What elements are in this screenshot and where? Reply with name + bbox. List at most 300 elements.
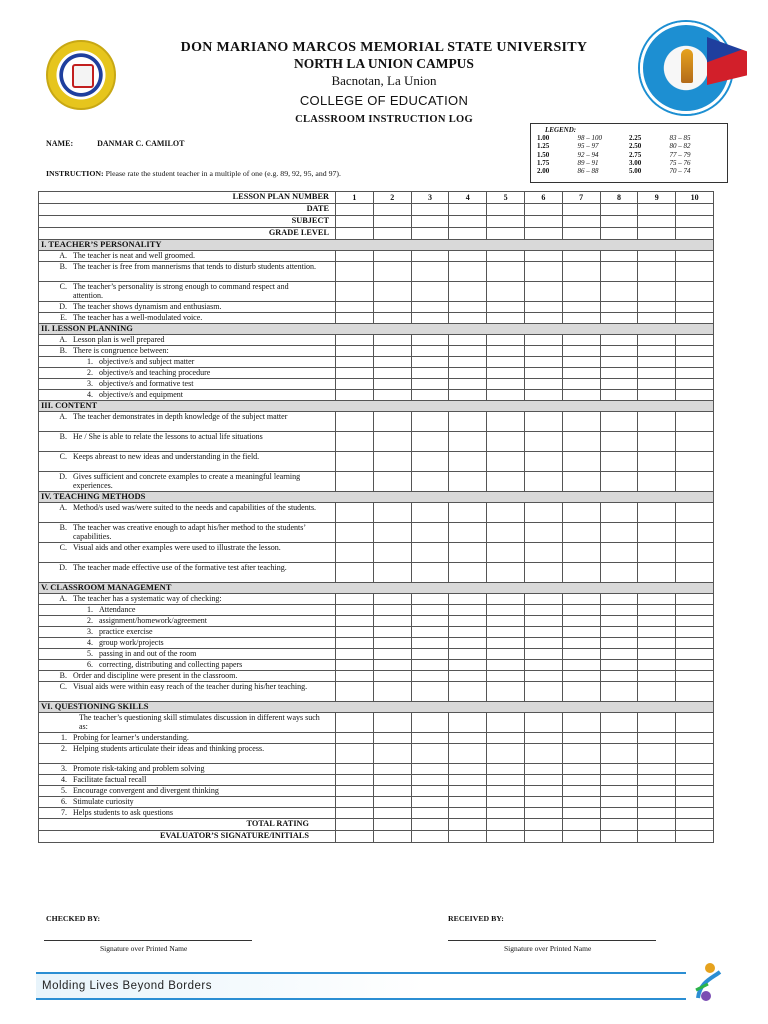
rating-cell[interactable] (487, 638, 525, 649)
rating-cell[interactable] (600, 379, 638, 390)
rating-cell[interactable] (524, 616, 562, 627)
rating-cell[interactable] (487, 744, 525, 764)
rating-cell[interactable] (638, 412, 676, 432)
rating-cell[interactable] (600, 204, 638, 216)
rating-cell[interactable] (600, 357, 638, 368)
rating-cell[interactable] (524, 660, 562, 671)
rating-cell[interactable] (562, 616, 600, 627)
rating-cell[interactable] (638, 472, 676, 492)
rating-cell[interactable] (638, 390, 676, 401)
rating-cell[interactable] (600, 649, 638, 660)
rating-cell[interactable] (562, 764, 600, 775)
rating-cell[interactable] (487, 368, 525, 379)
rating-cell[interactable] (373, 452, 411, 472)
rating-cell[interactable] (487, 472, 525, 492)
rating-cell[interactable] (487, 335, 525, 346)
rating-cell[interactable] (600, 563, 638, 583)
rating-cell[interactable] (524, 204, 562, 216)
rating-cell[interactable] (562, 228, 600, 240)
rating-cell[interactable] (373, 819, 411, 831)
rating-cell[interactable] (562, 432, 600, 452)
rating-cell[interactable] (336, 831, 374, 843)
rating-cell[interactable] (638, 786, 676, 797)
rating-cell[interactable] (411, 357, 449, 368)
rating-cell[interactable] (638, 379, 676, 390)
rating-cell[interactable] (524, 627, 562, 638)
rating-cell[interactable] (638, 313, 676, 324)
rating-cell[interactable] (336, 503, 374, 523)
rating-cell[interactable] (336, 379, 374, 390)
rating-cell[interactable] (336, 251, 374, 262)
rating-cell[interactable] (562, 302, 600, 313)
rating-cell[interactable] (411, 313, 449, 324)
rating-cell[interactable] (373, 797, 411, 808)
rating-cell[interactable] (336, 204, 374, 216)
rating-cell[interactable] (562, 379, 600, 390)
rating-cell[interactable] (487, 733, 525, 744)
rating-cell[interactable] (524, 819, 562, 831)
rating-cell[interactable] (449, 638, 487, 649)
rating-cell[interactable] (449, 649, 487, 660)
rating-cell[interactable] (524, 390, 562, 401)
rating-cell[interactable] (638, 503, 676, 523)
rating-cell[interactable] (600, 797, 638, 808)
rating-cell[interactable] (487, 313, 525, 324)
rating-cell[interactable] (638, 682, 676, 702)
rating-cell[interactable] (449, 368, 487, 379)
rating-cell[interactable] (524, 682, 562, 702)
rating-cell[interactable] (676, 503, 714, 523)
rating-cell[interactable] (600, 335, 638, 346)
rating-cell[interactable] (638, 744, 676, 764)
rating-cell[interactable] (411, 605, 449, 616)
rating-cell[interactable] (449, 627, 487, 638)
rating-cell[interactable] (411, 523, 449, 543)
rating-cell[interactable] (638, 228, 676, 240)
rating-cell[interactable] (600, 671, 638, 682)
rating-cell[interactable] (524, 282, 562, 302)
rating-cell[interactable] (487, 682, 525, 702)
rating-cell[interactable] (600, 638, 638, 649)
rating-cell[interactable] (638, 302, 676, 313)
rating-cell[interactable] (373, 616, 411, 627)
rating-cell[interactable] (676, 346, 714, 357)
rating-cell[interactable] (373, 563, 411, 583)
rating-cell[interactable] (487, 831, 525, 843)
rating-cell[interactable] (336, 368, 374, 379)
rating-cell[interactable] (411, 797, 449, 808)
rating-cell[interactable] (524, 733, 562, 744)
rating-cell[interactable] (524, 228, 562, 240)
rating-cell[interactable] (336, 594, 374, 605)
rating-cell[interactable] (676, 563, 714, 583)
rating-cell[interactable] (373, 638, 411, 649)
rating-cell[interactable] (600, 808, 638, 819)
rating-cell[interactable] (373, 368, 411, 379)
rating-cell[interactable] (411, 744, 449, 764)
rating-cell[interactable] (562, 775, 600, 786)
rating-cell[interactable] (600, 313, 638, 324)
rating-cell[interactable] (676, 313, 714, 324)
rating-cell[interactable] (638, 563, 676, 583)
rating-cell[interactable] (411, 786, 449, 797)
rating-cell[interactable] (449, 775, 487, 786)
rating-cell[interactable] (638, 649, 676, 660)
rating-cell[interactable] (449, 671, 487, 682)
rating-cell[interactable] (638, 432, 676, 452)
rating-cell[interactable] (411, 282, 449, 302)
rating-cell[interactable] (600, 660, 638, 671)
rating-cell[interactable] (638, 638, 676, 649)
rating-cell[interactable] (638, 335, 676, 346)
rating-cell[interactable] (373, 262, 411, 282)
rating-cell[interactable] (487, 216, 525, 228)
rating-cell[interactable] (411, 335, 449, 346)
rating-cell[interactable] (524, 379, 562, 390)
rating-cell[interactable] (524, 503, 562, 523)
rating-cell[interactable] (336, 216, 374, 228)
rating-cell[interactable] (638, 671, 676, 682)
rating-cell[interactable] (600, 543, 638, 563)
rating-cell[interactable] (487, 594, 525, 605)
rating-cell[interactable] (562, 713, 600, 733)
rating-cell[interactable] (449, 523, 487, 543)
rating-cell[interactable] (336, 605, 374, 616)
rating-cell[interactable] (449, 472, 487, 492)
rating-cell[interactable] (562, 733, 600, 744)
rating-cell[interactable] (638, 282, 676, 302)
rating-cell[interactable] (411, 819, 449, 831)
rating-cell[interactable] (411, 808, 449, 819)
rating-cell[interactable] (373, 204, 411, 216)
rating-cell[interactable] (373, 228, 411, 240)
rating-cell[interactable] (373, 523, 411, 543)
rating-cell[interactable] (676, 733, 714, 744)
rating-cell[interactable] (336, 432, 374, 452)
rating-cell[interactable] (600, 605, 638, 616)
rating-cell[interactable] (487, 543, 525, 563)
rating-cell[interactable] (638, 616, 676, 627)
rating-cell[interactable] (638, 346, 676, 357)
rating-cell[interactable] (638, 543, 676, 563)
rating-cell[interactable] (676, 452, 714, 472)
rating-cell[interactable] (487, 390, 525, 401)
rating-cell[interactable] (336, 452, 374, 472)
rating-cell[interactable] (676, 638, 714, 649)
rating-cell[interactable] (373, 660, 411, 671)
rating-cell[interactable] (336, 228, 374, 240)
rating-cell[interactable] (524, 638, 562, 649)
rating-cell[interactable] (600, 819, 638, 831)
rating-cell[interactable] (336, 412, 374, 432)
rating-cell[interactable] (373, 682, 411, 702)
rating-cell[interactable] (449, 808, 487, 819)
rating-cell[interactable] (562, 797, 600, 808)
rating-cell[interactable] (411, 251, 449, 262)
rating-cell[interactable] (638, 797, 676, 808)
rating-cell[interactable] (638, 368, 676, 379)
rating-cell[interactable] (411, 764, 449, 775)
rating-cell[interactable] (676, 228, 714, 240)
rating-cell[interactable] (562, 605, 600, 616)
rating-cell[interactable] (600, 682, 638, 702)
rating-cell[interactable] (524, 251, 562, 262)
rating-cell[interactable] (336, 786, 374, 797)
rating-cell[interactable] (411, 262, 449, 282)
rating-cell[interactable] (336, 660, 374, 671)
rating-cell[interactable] (487, 357, 525, 368)
rating-cell[interactable] (524, 523, 562, 543)
rating-cell[interactable] (562, 682, 600, 702)
rating-cell[interactable] (487, 786, 525, 797)
rating-cell[interactable] (373, 649, 411, 660)
rating-cell[interactable] (600, 594, 638, 605)
rating-cell[interactable] (524, 808, 562, 819)
rating-cell[interactable] (336, 472, 374, 492)
rating-cell[interactable] (676, 797, 714, 808)
rating-cell[interactable] (638, 713, 676, 733)
rating-cell[interactable] (411, 412, 449, 432)
rating-cell[interactable] (411, 616, 449, 627)
rating-cell[interactable] (336, 671, 374, 682)
rating-cell[interactable] (373, 605, 411, 616)
rating-cell[interactable] (676, 682, 714, 702)
rating-cell[interactable] (562, 282, 600, 302)
rating-cell[interactable] (449, 357, 487, 368)
rating-cell[interactable] (638, 660, 676, 671)
rating-cell[interactable] (336, 523, 374, 543)
rating-cell[interactable] (562, 216, 600, 228)
rating-cell[interactable] (676, 744, 714, 764)
rating-cell[interactable] (449, 543, 487, 563)
rating-cell[interactable] (487, 282, 525, 302)
rating-cell[interactable] (449, 335, 487, 346)
rating-cell[interactable] (373, 346, 411, 357)
rating-cell[interactable] (449, 682, 487, 702)
rating-cell[interactable] (336, 313, 374, 324)
rating-cell[interactable] (562, 313, 600, 324)
rating-cell[interactable] (336, 357, 374, 368)
rating-cell[interactable] (487, 649, 525, 660)
rating-cell[interactable] (449, 216, 487, 228)
rating-cell[interactable] (676, 368, 714, 379)
rating-cell[interactable] (373, 733, 411, 744)
rating-cell[interactable] (336, 638, 374, 649)
rating-cell[interactable] (562, 543, 600, 563)
rating-cell[interactable] (562, 262, 600, 282)
received-by-signature-line[interactable] (448, 940, 656, 941)
rating-cell[interactable] (411, 627, 449, 638)
rating-cell[interactable] (487, 713, 525, 733)
rating-cell[interactable] (676, 335, 714, 346)
rating-cell[interactable] (449, 390, 487, 401)
rating-cell[interactable] (524, 797, 562, 808)
rating-cell[interactable] (411, 346, 449, 357)
rating-cell[interactable] (449, 563, 487, 583)
rating-cell[interactable] (600, 412, 638, 432)
rating-cell[interactable] (487, 523, 525, 543)
rating-cell[interactable] (524, 262, 562, 282)
rating-cell[interactable] (562, 594, 600, 605)
rating-cell[interactable] (449, 313, 487, 324)
rating-cell[interactable] (524, 649, 562, 660)
rating-cell[interactable] (449, 251, 487, 262)
rating-cell[interactable] (336, 390, 374, 401)
rating-cell[interactable] (336, 616, 374, 627)
rating-cell[interactable] (676, 432, 714, 452)
rating-cell[interactable] (562, 357, 600, 368)
rating-cell[interactable] (336, 543, 374, 563)
student-name[interactable]: DANMAR C. CAMILOT (97, 139, 185, 148)
rating-cell[interactable] (487, 819, 525, 831)
rating-cell[interactable] (562, 412, 600, 432)
rating-cell[interactable] (411, 775, 449, 786)
rating-cell[interactable] (638, 819, 676, 831)
rating-cell[interactable] (373, 335, 411, 346)
rating-cell[interactable] (638, 733, 676, 744)
rating-cell[interactable] (638, 357, 676, 368)
rating-cell[interactable] (600, 616, 638, 627)
rating-cell[interactable] (600, 503, 638, 523)
rating-cell[interactable] (487, 379, 525, 390)
rating-cell[interactable] (487, 671, 525, 682)
rating-cell[interactable] (638, 594, 676, 605)
rating-cell[interactable] (676, 472, 714, 492)
rating-cell[interactable] (336, 282, 374, 302)
rating-cell[interactable] (411, 831, 449, 843)
rating-cell[interactable] (676, 594, 714, 605)
rating-cell[interactable] (411, 682, 449, 702)
rating-cell[interactable] (411, 379, 449, 390)
rating-cell[interactable] (562, 649, 600, 660)
rating-cell[interactable] (562, 204, 600, 216)
rating-cell[interactable] (676, 523, 714, 543)
rating-cell[interactable] (411, 563, 449, 583)
rating-cell[interactable] (562, 335, 600, 346)
rating-cell[interactable] (449, 282, 487, 302)
rating-cell[interactable] (562, 819, 600, 831)
rating-cell[interactable] (487, 228, 525, 240)
rating-cell[interactable] (336, 649, 374, 660)
rating-cell[interactable] (524, 671, 562, 682)
rating-cell[interactable] (676, 302, 714, 313)
rating-cell[interactable] (411, 390, 449, 401)
rating-cell[interactable] (562, 251, 600, 262)
rating-cell[interactable] (638, 216, 676, 228)
rating-cell[interactable] (411, 368, 449, 379)
rating-cell[interactable] (449, 660, 487, 671)
rating-cell[interactable] (676, 357, 714, 368)
rating-cell[interactable] (600, 262, 638, 282)
rating-cell[interactable] (373, 379, 411, 390)
rating-cell[interactable] (524, 313, 562, 324)
rating-cell[interactable] (411, 733, 449, 744)
rating-cell[interactable] (411, 660, 449, 671)
rating-cell[interactable] (373, 302, 411, 313)
rating-cell[interactable] (676, 282, 714, 302)
rating-cell[interactable] (600, 302, 638, 313)
rating-cell[interactable] (449, 379, 487, 390)
rating-cell[interactable] (562, 346, 600, 357)
rating-cell[interactable] (676, 786, 714, 797)
rating-cell[interactable] (676, 262, 714, 282)
rating-cell[interactable] (676, 390, 714, 401)
rating-cell[interactable] (600, 764, 638, 775)
rating-cell[interactable] (676, 819, 714, 831)
rating-cell[interactable] (487, 775, 525, 786)
rating-cell[interactable] (449, 831, 487, 843)
rating-cell[interactable] (487, 251, 525, 262)
rating-cell[interactable] (524, 713, 562, 733)
rating-cell[interactable] (524, 472, 562, 492)
rating-cell[interactable] (373, 472, 411, 492)
rating-cell[interactable] (676, 775, 714, 786)
rating-cell[interactable] (600, 786, 638, 797)
rating-cell[interactable] (487, 797, 525, 808)
rating-cell[interactable] (487, 616, 525, 627)
rating-cell[interactable] (600, 744, 638, 764)
rating-cell[interactable] (562, 786, 600, 797)
rating-cell[interactable] (524, 786, 562, 797)
rating-cell[interactable] (676, 412, 714, 432)
rating-cell[interactable] (411, 503, 449, 523)
rating-cell[interactable] (336, 335, 374, 346)
rating-cell[interactable] (676, 251, 714, 262)
rating-cell[interactable] (600, 733, 638, 744)
rating-cell[interactable] (524, 432, 562, 452)
rating-cell[interactable] (411, 472, 449, 492)
rating-cell[interactable] (600, 251, 638, 262)
rating-cell[interactable] (373, 503, 411, 523)
rating-cell[interactable] (449, 302, 487, 313)
rating-cell[interactable] (638, 262, 676, 282)
rating-cell[interactable] (638, 251, 676, 262)
rating-cell[interactable] (524, 764, 562, 775)
rating-cell[interactable] (638, 831, 676, 843)
rating-cell[interactable] (600, 432, 638, 452)
rating-cell[interactable] (373, 775, 411, 786)
rating-cell[interactable] (373, 671, 411, 682)
rating-cell[interactable] (562, 744, 600, 764)
rating-cell[interactable] (449, 412, 487, 432)
rating-cell[interactable] (411, 216, 449, 228)
rating-cell[interactable] (336, 764, 374, 775)
rating-cell[interactable] (487, 563, 525, 583)
rating-cell[interactable] (487, 660, 525, 671)
rating-cell[interactable] (373, 831, 411, 843)
rating-cell[interactable] (524, 744, 562, 764)
rating-cell[interactable] (449, 452, 487, 472)
rating-cell[interactable] (638, 808, 676, 819)
rating-cell[interactable] (524, 346, 562, 357)
rating-cell[interactable] (600, 452, 638, 472)
rating-cell[interactable] (562, 638, 600, 649)
rating-cell[interactable] (600, 282, 638, 302)
rating-cell[interactable] (336, 733, 374, 744)
rating-cell[interactable] (600, 228, 638, 240)
rating-cell[interactable] (373, 594, 411, 605)
rating-cell[interactable] (449, 744, 487, 764)
rating-cell[interactable] (524, 543, 562, 563)
rating-cell[interactable] (373, 216, 411, 228)
rating-cell[interactable] (562, 627, 600, 638)
rating-cell[interactable] (449, 713, 487, 733)
rating-cell[interactable] (336, 713, 374, 733)
rating-cell[interactable] (336, 302, 374, 313)
rating-cell[interactable] (524, 368, 562, 379)
rating-cell[interactable] (449, 204, 487, 216)
rating-cell[interactable] (373, 251, 411, 262)
